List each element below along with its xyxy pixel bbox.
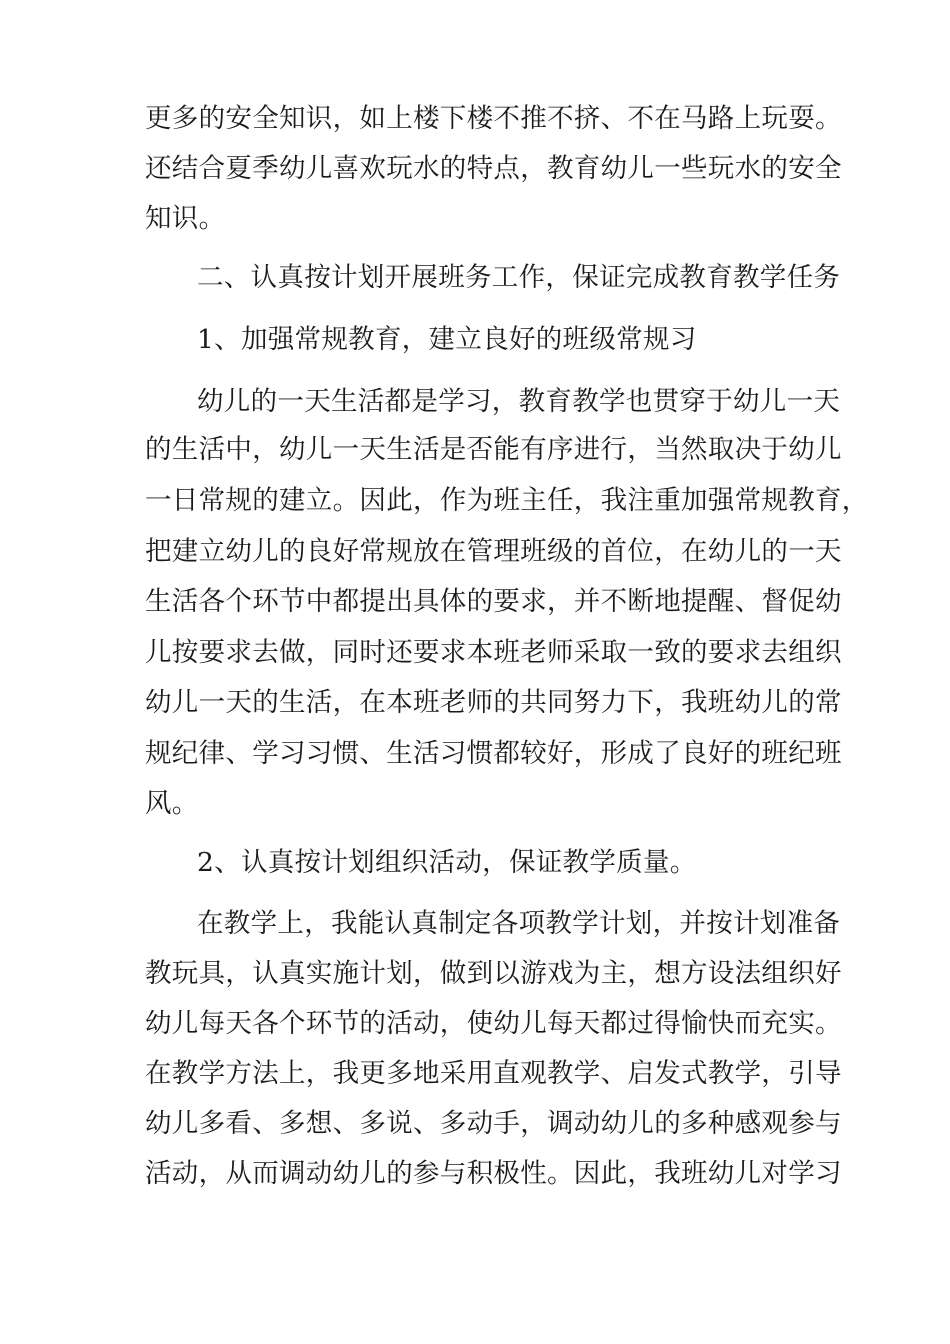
text-line: 幼儿的一天生活都是学习，教育教学也贯穿于幼儿一天 bbox=[197, 386, 841, 417]
text-line: 还结合夏季幼儿喜欢玩水的特点，教育幼儿一些玩水的安全 bbox=[145, 153, 842, 184]
text-line: 风。 bbox=[145, 788, 199, 819]
text-line: 在教学上，我能认真制定各项教学计划，并按计划准备 bbox=[197, 908, 841, 939]
text-line: 把建立幼儿的良好常规放在管理班级的首位，在幼儿的一天 bbox=[145, 536, 842, 567]
text-line: 在教学方法上，我更多地采用直观教学、启发式教学，引导 bbox=[145, 1058, 842, 1089]
text-line: 幼儿每天各个环节的活动，使幼儿每天都过得愉快而充实。 bbox=[145, 1008, 842, 1039]
text-line: 教玩具，认真实施计划，做到以游戏为主，想方设法组织好 bbox=[145, 958, 842, 989]
text-line: 一日常规的建立。因此，作为班主任，我注重加强常规教育， bbox=[145, 485, 869, 516]
text-line: 幼儿一天的生活，在本班老师的共同努力下，我班幼儿的常 bbox=[145, 687, 842, 718]
text-line: 知识。 bbox=[145, 203, 226, 234]
text-line: 的生活中，幼儿一天生活是否能有序进行，当然取决于幼儿 bbox=[145, 434, 842, 465]
section-heading: 二、认真按计划开展班务工作，保证完成教育教学任务 bbox=[197, 262, 841, 293]
text-line: 更多的安全知识，如上楼下楼不推不挤、不在马路上玩耍。 bbox=[145, 103, 842, 134]
text-line: 生活各个环节中都提出具体的要求，并不断地提醒、督促幼 bbox=[145, 586, 842, 617]
text-line: 儿按要求去做，同时还要求本班老师采取一致的要求去组织 bbox=[145, 637, 842, 668]
text-line: 幼儿多看、多想、多说、多动手，调动幼儿的多种感观参与 bbox=[145, 1108, 842, 1139]
subsection-heading: 2、认真按计划组织活动，保证教学质量。 bbox=[197, 847, 697, 878]
subsection-heading: 1、加强常规教育，建立良好的班级常规习 bbox=[197, 324, 697, 355]
text-line: 活动，从而调动幼儿的参与积极性。因此，我班幼儿对学习 bbox=[145, 1158, 842, 1189]
text-line: 规纪律、学习习惯、生活习惯都较好，形成了良好的班纪班 bbox=[145, 738, 842, 769]
